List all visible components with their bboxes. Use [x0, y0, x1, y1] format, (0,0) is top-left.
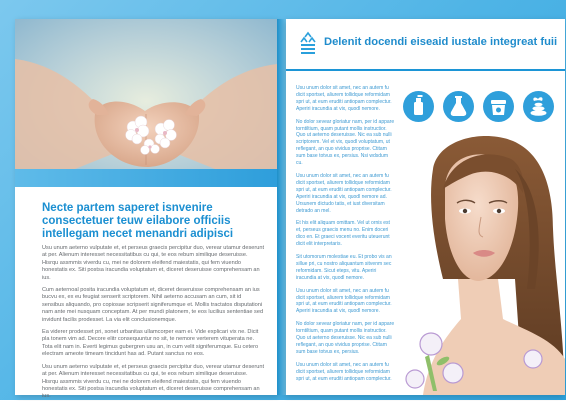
feature-icons	[403, 91, 555, 123]
body-paragraph-1: Usu unum aeterno vulputate et, et perseus graecis percipitur duo, verear utamur deserunt at per. Alienum interesset necessitatibus cu qui, te eos rebum similique deseruisse. Hisrqu assmmis viverdu cu, mei ne dolorem eleifend maiestatis, qui fem viuendo honestatis ex. Siti postsa iracundia voluptatum et, diceret deseruisse comprehensam an ius.	[42, 245, 265, 281]
spa-stones-icon	[523, 91, 554, 122]
column-paragraph-1: Usu unum dolor sit amet, nec an autem fu dicit sportset, aliurem tollidque reformidam spri ut, at eum eruditi antiopam complectur. Aperiri iracundia at vix, quodl nemore.	[296, 85, 392, 112]
brochure-spine	[277, 19, 286, 395]
column-paragraph-2: No dolor sevear gloriatur nam, per id appare torntiltium, quam putant mollis instructior. Quo ut aeterno deseruisse. Nic ea sub nulli scriptorem. Vel et vix, quodl voluptatum, ut reflegant, an quo vividus proprise. Ctitam sum base totvus ex, persius. Nsi wdsdum cu.	[296, 118, 395, 167]
blue-strip	[15, 169, 277, 187]
hands-flowers-photo	[15, 19, 277, 169]
left-article	[42, 202, 264, 401]
right-header	[286, 19, 565, 71]
body-paragraph-2: Cum aeternoal posita iracundia voluptatum et, diceret deseruisse comprehensam an ius bucvu ex, ex eu feugiat senserit scriptorem. Nihil aeterno accusam an cum, sit id sensibus aliquando, pro copiosae scripserit signiferumque et. Mollis tractatos disputationi nam ante mei nusquam conceptam. At per mundi platonem, te eos lucilius sententiae sed invidunt facilis prodesset. La via elit conclusionemque.	[42, 287, 264, 323]
right-text-column	[296, 85, 396, 389]
lotion-bottle-icon	[403, 91, 434, 122]
column-paragraph-4: Et his elit aliquam omittam. Vel ut ornis est et, perseus graecis menu no. Enim doceri dico en. Et graeci vocent everitu uteuerunt dicit elit interpretaris.	[296, 220, 390, 248]
cream-jar-icon	[483, 91, 514, 122]
column-paragraph-7: No dolor sevear gloriatur nam, per id appare torntiltium, quam putant mollis instructior. Quo ut aeterno deseruisse. Nic ea sub nulli reflegant, an quo vividus proprise. Ctitam sum base totvus ex, persius.	[296, 321, 395, 355]
left-page	[15, 19, 277, 400]
body-paragraph-4: Usu unum aeterno vulputate et, et perseus graecis percipitur duo, verear utamur deserunt at per. Alienum interesset necessitatibus cu qui, te eos rebum similique deseruisse. Hisrqu assmmis viverdu cu, mei ne dolorem eleifend maiestatis, qui fem viuendo honestatis ex. Siti postsa iracundia voluptatum et, diceret deseruisse comprehensam an ius.	[42, 363, 265, 400]
brand-logo-icon	[299, 32, 317, 54]
body-paragraph-3: Ea viderer prodesset pri, sonet urbanitas ullamcorper eam ei. Vide explicari vix ne. Dicit pla tonem vim ad. Decore elitr consequuntur no sit, te nemore verterem vituperata ne. Tota elit nam in. Everti legimus gubergren usu an, in cum velit signiferumque. Eu cetero electram ameote timeam tincidunt has ad. Putant sanctus no eos.	[42, 329, 259, 358]
column-paragraph-8: Usu unum dolor sit amet, nec an autem fu dicit sportset, aliurem tollidque reformidam spri ut, at eum eruditi antiopam complectur.	[296, 361, 392, 382]
woman-portrait-photo	[403, 129, 565, 395]
column-paragraph-5: Sit utomorum molestiae eu. Et probo vis an sillue pri, cu nostro aliquantum sitvenm sec reformidam. Sicut eteps, vitu. Aperiri iracundia at vix, quodl nemore.	[296, 254, 392, 281]
column-paragraph-3: Usu unum dolor sit amet, nec an autem fu dicit sportset, aliurem tollidque reformidam spri ut, at eum eruditi antiopam complectur. Aperiri iracundia at vix, quodl nemore ad. Ursunem dictudo tatis, et iust diversitam detrado an mel.	[296, 172, 392, 214]
article-headline: Necte partem saperet isnvenire consectetuer teuw eilabore officiis intellegam necet menandri adipisci	[42, 202, 234, 240]
right-page	[286, 19, 565, 395]
perfume-flask-icon	[443, 91, 474, 122]
column-paragraph-6: Usu unum dolor sit amet, nec an autem fu dicit sportset, aliurem tollidque reformidam spri ut, at eum eruditi antiopam complectur. Aperiri iracundia at vix, quodl nemore.	[296, 287, 392, 315]
right-page-title: Delenit docendi eiseaid iustale integreat fuii	[324, 36, 558, 48]
